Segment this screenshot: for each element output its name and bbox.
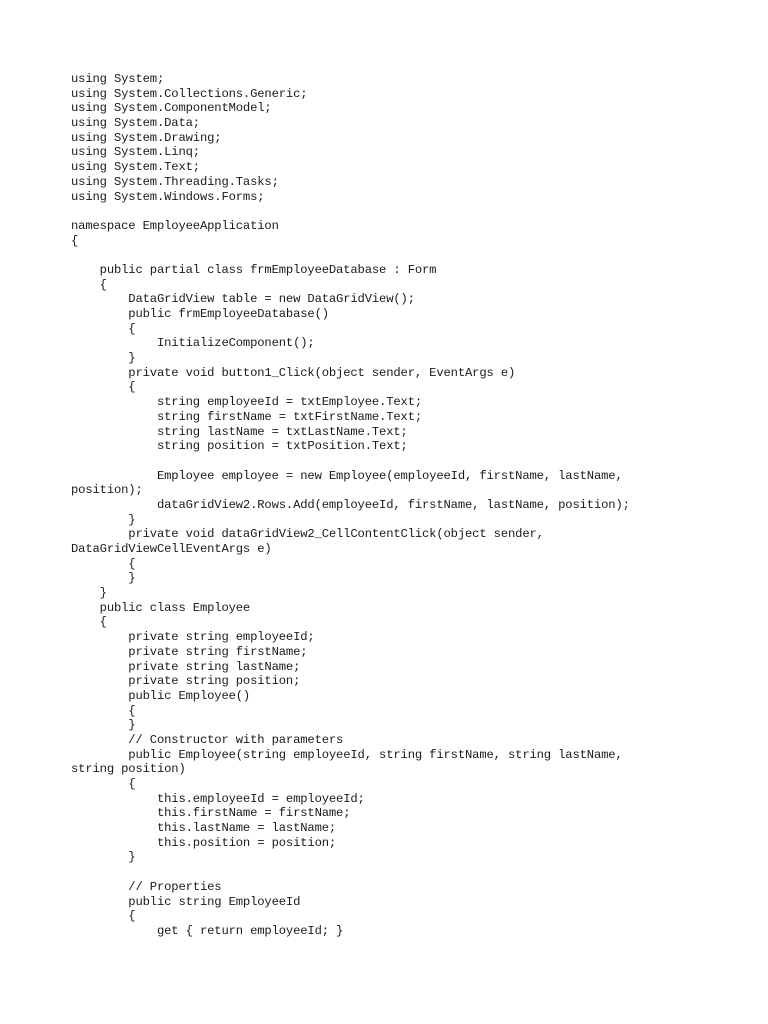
- code-line: {: [71, 380, 136, 395]
- code-line: {: [71, 615, 107, 630]
- code-line: private void dataGridView2_CellContentClick(object sender,: [71, 527, 544, 542]
- code-line: [71, 454, 751, 469]
- code-line: Employee employee = new Employee(employeeId, firstName, lastName,: [71, 468, 623, 483]
- code-line: public class Employee: [71, 600, 251, 615]
- code-line: {: [71, 233, 79, 248]
- code-line: [71, 865, 751, 880]
- code-line: }: [71, 571, 136, 586]
- code-line: get { return employeeId; }: [71, 923, 344, 938]
- code-line: public frmEmployeeDatabase(): [71, 307, 329, 321]
- code-line: private string lastName;: [71, 659, 301, 674]
- code-line: DataGridView table = new DataGridView();: [71, 292, 415, 307]
- code-line: string firstName = txtFirstName.Text;: [71, 409, 423, 424]
- code-line: position);: [71, 483, 143, 498]
- code-line: namespace EmployeeApplication: [71, 218, 279, 233]
- code-line: using System.ComponentModel;: [71, 101, 272, 116]
- code-line: using System.Collections.Generic;: [71, 86, 308, 101]
- code-line: [71, 248, 751, 263]
- code-line: string employeeId = txtEmployee.Text;: [71, 395, 423, 410]
- code-line: }: [71, 586, 107, 601]
- code-line: private void button1_Click(object sender, EventArgs e): [71, 365, 516, 380]
- code-line: {: [71, 556, 136, 571]
- code-line: // Constructor with parameters: [71, 732, 344, 747]
- code-line: public string EmployeeId: [71, 894, 301, 909]
- code-line: using System.Drawing;: [71, 130, 222, 145]
- code-line: this.lastName = lastName;: [71, 821, 337, 836]
- code-line: [71, 204, 751, 219]
- code-line: private string firstName;: [71, 644, 308, 659]
- code-line: {: [71, 277, 107, 292]
- code-line: using System;: [71, 72, 165, 86]
- code-line: this.firstName = firstName;: [71, 806, 351, 821]
- code-line: public Employee(): [71, 688, 251, 703]
- code-line: string position = txtPosition.Text;: [71, 439, 408, 454]
- code-line: }: [71, 351, 136, 366]
- code-line: public partial class frmEmployeeDatabase : Form: [71, 262, 437, 277]
- code-line: using System.Windows.Forms;: [71, 189, 265, 204]
- code-line: using System.Data;: [71, 116, 200, 131]
- code-line: }: [71, 718, 136, 733]
- code-line: {: [71, 703, 136, 718]
- code-line: string position): [71, 762, 186, 777]
- code-line: {: [71, 777, 136, 791]
- code-line: }: [71, 512, 136, 527]
- code-line: }: [71, 850, 136, 865]
- code-line: this.position = position;: [71, 835, 337, 850]
- code-line: string lastName = txtLastName.Text;: [71, 424, 408, 439]
- code-line: dataGridView2.Rows.Add(employeeId, firstName, lastName, position);: [71, 497, 630, 512]
- code-line: {: [71, 909, 136, 924]
- code-line: using System.Text;: [71, 160, 200, 175]
- code-line: using System.Linq;: [71, 145, 200, 160]
- code-line: {: [71, 321, 136, 336]
- code-line: this.employeeId = employeeId;: [71, 791, 365, 806]
- code-listing: [71, 72, 751, 939]
- code-line: // Properties: [71, 879, 222, 894]
- code-line: private string position;: [71, 674, 301, 689]
- code-line: InitializeComponent();: [71, 336, 315, 351]
- code-line: using System.Threading.Tasks;: [71, 174, 279, 189]
- code-line: public Employee(string employeeId, string firstName, string lastName,: [71, 747, 623, 762]
- code-line: DataGridViewCellEventArgs e): [71, 542, 272, 556]
- code-line: private string employeeId;: [71, 630, 315, 645]
